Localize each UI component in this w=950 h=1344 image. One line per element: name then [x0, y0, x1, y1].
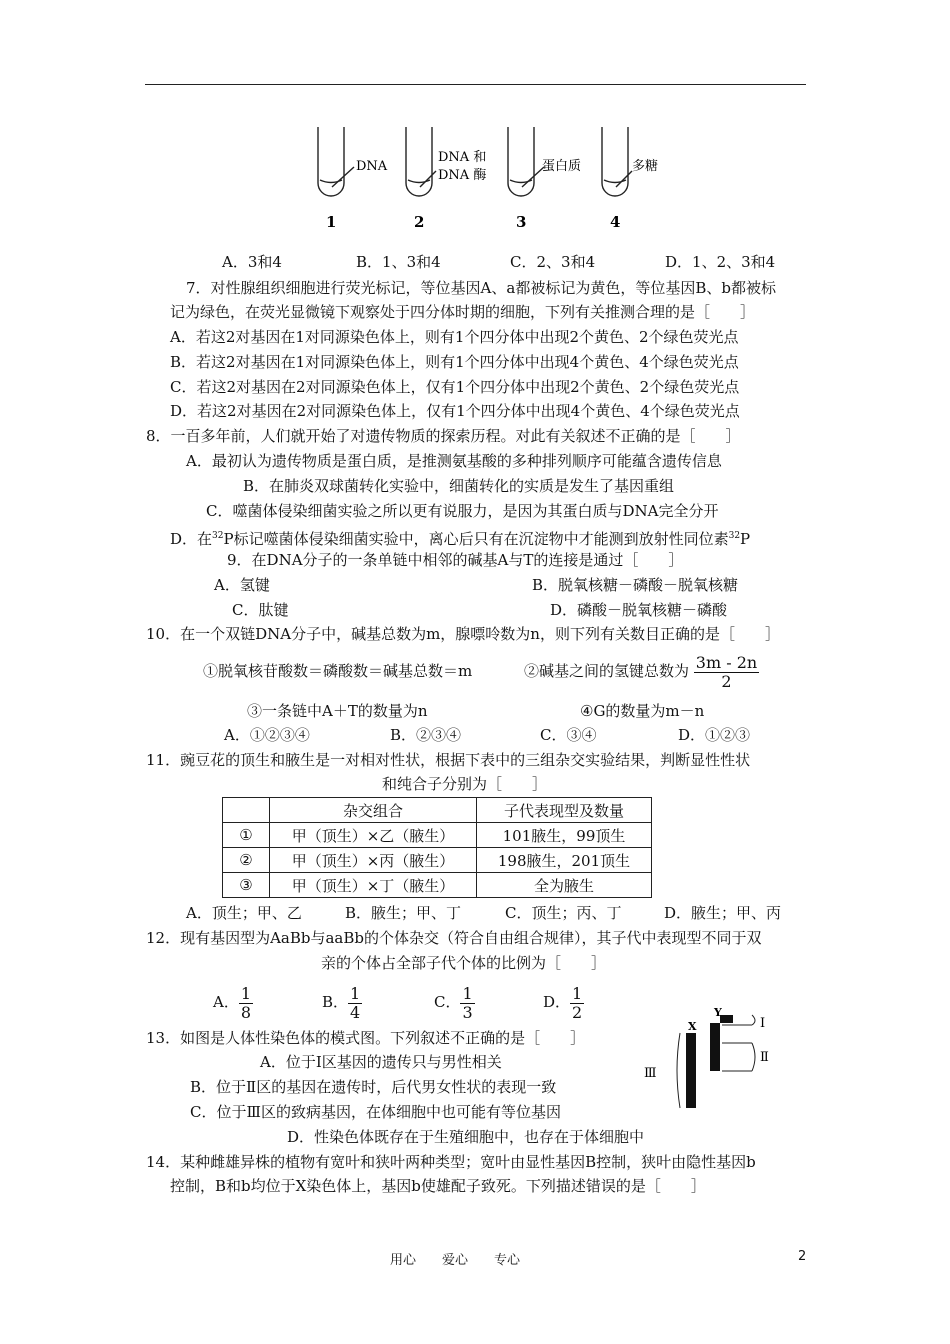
q10-option-b: B．②③④	[390, 726, 462, 744]
table-header-cell: 杂交组合	[270, 798, 477, 823]
table-row	[223, 848, 652, 873]
q6-option-c: C．2、3和4	[510, 253, 596, 271]
q10-option-a: A．①②③④	[224, 726, 310, 744]
q8-d-pre: D．在	[170, 530, 213, 548]
q13-stem: 13．如图是人体性染色体的模式图。下列叙述不正确的是［ ］	[146, 1029, 586, 1047]
tube1-number: 1	[326, 213, 337, 231]
tube2-label-a: DNA 和	[438, 150, 487, 165]
tube2-number: 2	[414, 213, 425, 231]
table-header-row	[223, 798, 652, 823]
q6-option-a: A．3和4	[222, 253, 282, 271]
q14-stem-2: 控制，B和b均位于X染色体上，基因b使雄配子致死。下列描述错误的是［ ］	[170, 1177, 706, 1195]
q12-a-num: 1	[240, 983, 252, 1003]
q8-d-sup2: 32	[728, 531, 741, 541]
q9-option-c: C．肽键	[232, 601, 289, 619]
q12-d-den: 2	[572, 1002, 583, 1022]
q6-option-d: D．1、2、3和4	[665, 253, 776, 271]
q9-option-a: A．氢键	[214, 576, 270, 594]
q10-item-1: ①脱氧核苷酸数＝磷酸数＝碱基总数＝m	[203, 662, 473, 680]
q12-a-label: A．	[213, 993, 239, 1011]
q7-option-d: D．若这2对基因在2对同源染色体上，仅有1个四分体中出现4个黄色、4个绿色荧光点	[170, 402, 740, 420]
table-header-cell	[223, 798, 270, 823]
q12-option-c	[434, 980, 475, 1024]
q10-item-4: ④G的数量为m－n	[580, 702, 705, 720]
footer-motto: 用心 爱心 专心	[390, 1253, 521, 1268]
q12-c-den: 3	[462, 1002, 473, 1022]
q11-option-a: A．顶生；甲、乙	[186, 904, 302, 922]
table-cell: ③	[223, 873, 270, 898]
q11-option-b: B．腋生；甲、丁	[345, 904, 462, 922]
q10-frac-den: 2	[721, 671, 732, 691]
q10-item-2-text: ②碱基之间的氢键总数为	[524, 662, 690, 680]
tube4-label: 多糖	[632, 159, 659, 174]
table-cell: 101腋生，99顶生	[477, 823, 652, 848]
page-number: 2	[798, 1249, 807, 1264]
q11-option-c: C．顶生；丙、丁	[505, 904, 622, 922]
q12-stem-1: 12．现有基因型为AaBb与aaBb的个体杂交（符合自由组合规律），其子代中表现型不同于双	[146, 929, 762, 947]
q9-stem: 9．在DNA分子的一条单链中相邻的碱基A与T的连接是通过［ ］	[227, 551, 684, 569]
q12-option-a	[213, 980, 253, 1024]
q11-stem-2: 和纯合子分别为［ ］	[382, 775, 548, 793]
x-label: X	[688, 1020, 697, 1033]
region-2-label: Ⅱ	[760, 1050, 769, 1065]
q10-option-d: D．①②③	[678, 726, 751, 744]
q8-d-post: P	[740, 530, 751, 548]
q6-option-b: B．1、3和4	[356, 253, 441, 271]
q10-item-3: ③一条链中A＋T的数量为n	[247, 702, 428, 720]
q7-option-a: A．若这2对基因在1对同源染色体上，则有1个四分体中出现2个黄色、2个绿色荧光点	[170, 328, 739, 346]
sex-chromosome-drawing	[640, 1006, 790, 1123]
tube3-number: 3	[516, 213, 527, 231]
x-chromosome	[686, 1033, 696, 1108]
table-row	[223, 823, 652, 848]
q12-b-label: B．	[322, 993, 349, 1011]
q12-a-frac	[239, 985, 253, 1022]
q12-option-d	[543, 980, 584, 1024]
table-row	[223, 873, 652, 898]
q12-c-num: 1	[462, 983, 473, 1003]
cross-table	[222, 797, 652, 898]
q10-option-c: C．③④	[540, 726, 597, 744]
tube2-label-b: DNA 酶	[438, 168, 487, 183]
table-cell: ①	[223, 823, 270, 848]
q8-d-sup1: 32	[212, 531, 224, 541]
q8-option-d	[170, 526, 750, 549]
q13-option-b: B．位于Ⅱ区的基因在遗传时，后代男女性状的表现一致	[190, 1078, 557, 1096]
region-1-label: Ⅰ	[760, 1016, 766, 1031]
q12-b-den: 4	[350, 1002, 361, 1022]
q12-option-b	[322, 980, 362, 1024]
q7-stem-2: 记为绿色，在荧光显微镜下观察处于四分体时期的细胞，下列有关推测合理的是［ ］	[170, 303, 756, 321]
q12-d-frac	[570, 985, 584, 1022]
q11-option-d: D．腋生；甲、丙	[664, 904, 782, 922]
q12-d-label: D．	[543, 993, 571, 1011]
q13-option-c: C．位于Ⅲ区的致病基因，在体细胞中也可能有等位基因	[190, 1103, 561, 1121]
sex-chromosome-figure	[640, 1006, 790, 1123]
q9-option-d: D．磷酸－脱氧核糖－磷酸	[550, 601, 728, 619]
q7-stem-1: 7．对性腺组织细胞进行荧光标记，等位基因A、a都被标记为黄色，等位基因B、b都被标	[186, 279, 776, 297]
q10-fraction	[694, 654, 759, 691]
q12-c-label: C．	[434, 993, 461, 1011]
tube1-label: DNA	[356, 159, 388, 174]
q13-option-d: D．性染色体既存在于生殖细胞中，也存在于体细胞中	[287, 1128, 645, 1146]
q7-option-c: C．若这2对基因在2对同源染色体上，仅有1个四分体中出现2个黄色、2个绿色荧光点	[170, 378, 740, 396]
q8-stem: 8．一百多年前，人们就开始了对遗传物质的探索历程。对此有关叙述不正确的是［ ］	[146, 427, 741, 445]
q7-option-b: B．若这2对基因在1对同源染色体上，则有1个四分体中出现4个黄色、4个绿色荧光点	[170, 353, 739, 371]
table-header-cell: 子代表现型及数量	[477, 798, 652, 823]
tube4-number: 4	[610, 213, 621, 231]
q12-stem-2: 亲的个体占全部子代个体的比例为［ ］	[321, 954, 607, 972]
q10-stem: 10．在一个双链DNA分子中，碱基总数为m，腺嘌呤数为n，则下列有关数目正确的是［ ］	[146, 625, 780, 643]
q8-option-b: B．在肺炎双球菌转化实验中，细菌转化的实质是发生了基因重组	[243, 477, 675, 495]
table-cell: 甲（顶生）×乙（腋生）	[270, 823, 477, 848]
y-label: Y	[714, 1006, 722, 1019]
q14-stem-1: 14．某种雌雄异株的植物有宽叶和狭叶两种类型；宽叶由显性基因B控制，狭叶由隐性基因b	[146, 1153, 756, 1171]
table-cell: 198腋生，201顶生	[477, 848, 652, 873]
q12-c-frac	[460, 985, 474, 1022]
tube3-label: 蛋白质	[542, 159, 582, 174]
table-cell: 甲（顶生）×丙（腋生）	[270, 848, 477, 873]
q8-option-a: A．最初认为遗传物质是蛋白质，是推测氨基酸的多种排列顺序可能蕴含遗传信息	[186, 452, 722, 470]
y-chromosome	[710, 1023, 720, 1071]
q10-item-2	[524, 648, 759, 694]
q10-frac-num: 3m - 2n	[695, 652, 758, 672]
y-chromosome-arm	[720, 1015, 733, 1023]
q12-b-num: 1	[350, 983, 361, 1003]
q8-option-c: C．噬菌体侵染细菌实验之所以更有说服力，是因为其蛋白质与DNA完全分开	[206, 502, 719, 520]
header-rule	[145, 84, 806, 85]
q12-d-num: 1	[572, 983, 583, 1003]
q13-option-a: A．位于Ⅰ区基因的遗传只与男性相关	[260, 1053, 502, 1071]
q11-stem-1: 11．豌豆花的顶生和腋生是一对相对性状，根据下表中的三组杂交实验结果，判断显性性状	[146, 751, 751, 769]
q12-b-frac	[348, 985, 362, 1022]
q9-option-b: B．脱氧核糖－磷酸－脱氧核糖	[532, 576, 739, 594]
table-cell: ②	[223, 848, 270, 873]
test-tubes-drawing	[300, 125, 660, 235]
q12-a-den: 8	[240, 1002, 252, 1022]
q8-d-mid: P标记噬菌体侵染细菌实验中，离心后只有在沉淀物中才能测到放射性同位素	[223, 530, 729, 548]
table-cell: 全为腋生	[477, 873, 652, 898]
test-tube-figure	[300, 125, 660, 235]
region-3-label: Ⅲ	[644, 1066, 657, 1081]
table-cell: 甲（顶生）×丁（腋生）	[270, 873, 477, 898]
